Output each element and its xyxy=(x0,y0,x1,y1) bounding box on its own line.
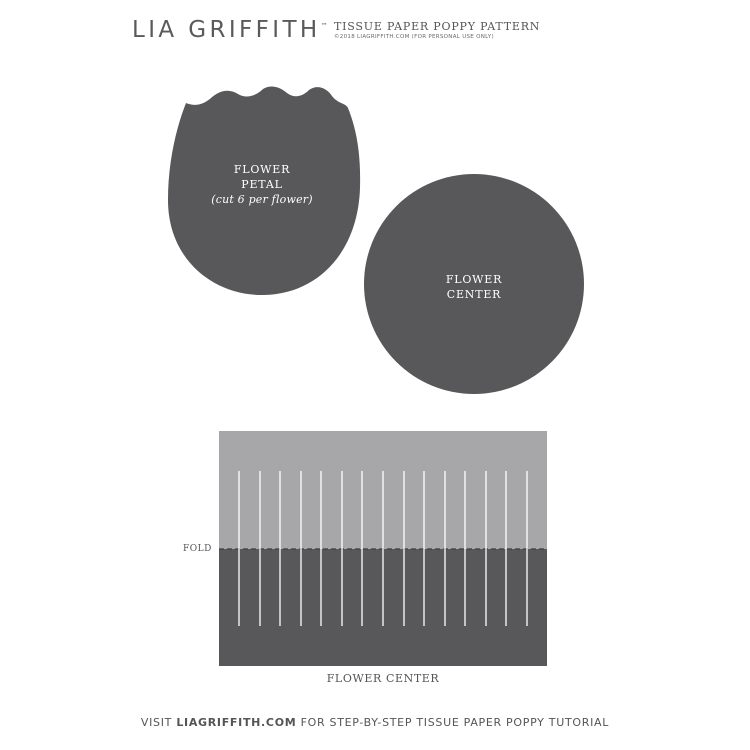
trademark-symbol: ™ xyxy=(320,22,328,30)
petal-label xyxy=(206,162,318,207)
center-label-line2: CENTER xyxy=(446,288,502,301)
fringe-strip xyxy=(219,431,547,666)
footer-prefix: VISIT xyxy=(140,716,177,729)
logo-wordmark: LIA GRIFFITH™ xyxy=(132,17,328,43)
pattern-title: TISSUE PAPER POPPY PATTERN xyxy=(334,20,541,33)
center-label-line1: FLOWER xyxy=(445,273,503,286)
petal-label-line1: FLOWER xyxy=(233,163,291,176)
fringe-caption: FLOWER CENTER xyxy=(326,672,440,685)
petal-label-line2: PETAL xyxy=(241,178,283,191)
copyright-note: ©2018 LIAGRIFFITH.COM (FOR PERSONAL USE ONLY) xyxy=(334,34,494,40)
petal-cut-note: (cut 6 per flower) xyxy=(211,193,313,206)
footer-suffix: FOR STEP-BY-STEP TISSUE PAPER POPPY TUTORIAL xyxy=(296,716,610,729)
center-label xyxy=(424,272,524,302)
footer-site-link[interactable]: LIAGRIFFITH.COM xyxy=(176,716,297,729)
fold-label: FOLD xyxy=(183,544,212,554)
footer-tutorial-note xyxy=(0,716,750,729)
